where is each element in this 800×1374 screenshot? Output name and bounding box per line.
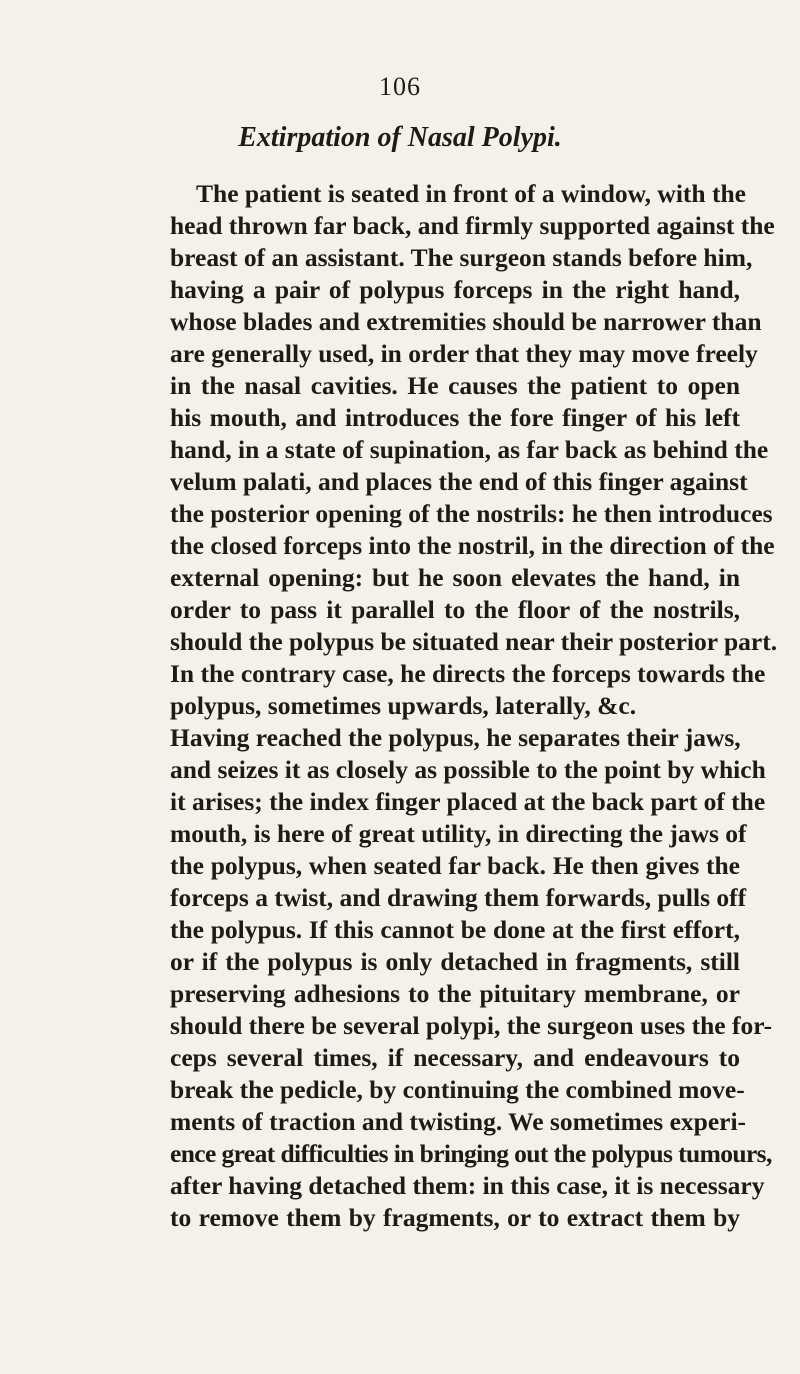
text-line: ence great difficulties in bringing out the polypus tumours, — [170, 1139, 772, 1168]
text-line: ments of traction and twisting. We sometimes experi- — [170, 1107, 747, 1136]
text-line: forceps a twist, and drawing them forwards, pulls off — [170, 883, 747, 912]
text-line: hand, in a state of supination, as far back as behind the — [170, 435, 769, 464]
text-line: break the pedicle, by continuing the combined move- — [170, 1075, 745, 1104]
text-line: In the contrary case, he directs the forceps towards the — [170, 659, 766, 688]
text-line: after having detached them: in this case, it is necessary — [170, 1171, 765, 1200]
text-line: and seizes it as closely as possible to the point by which — [170, 755, 766, 784]
text-line: external opening: but he soon elevates the hand, in — [170, 563, 740, 592]
text-line: Having reached the polypus, he separates their jaws, — [170, 723, 741, 752]
text-line: The patient is seated in front of a window, with the — [196, 179, 746, 208]
text-line: ceps several times, if necessary, and endeavours to — [170, 1043, 740, 1072]
text-line: polypus, sometimes upwards, laterally, &c. — [170, 691, 637, 720]
text-line: whose blades and extremities should be narrower than — [170, 307, 762, 336]
text-line: mouth, is here of great utility, in directing the jaws of — [170, 819, 747, 848]
text-line: the polypus, when seated far back. He then gives the — [170, 851, 740, 880]
body-text — [170, 178, 778, 1234]
text-line: his mouth, and introduces the fore finger of his left — [170, 403, 740, 432]
text-line: breast of an assistant. The surgeon stands before him, — [170, 243, 753, 272]
text-line: the posterior opening of the nostrils: he then introduces — [170, 499, 773, 528]
text-line: it arises; the index finger placed at the back part of the — [170, 787, 766, 816]
text-line: are generally used, in order that they may move freely — [170, 339, 758, 368]
page-number: 106 — [379, 72, 421, 101]
text-line: the closed forceps into the nostril, in the direction of the — [170, 531, 775, 560]
text-line: to remove them by fragments, or to extract them by — [170, 1203, 740, 1232]
text-line: velum palati, and places the end of this finger against — [170, 467, 748, 496]
running-head: Extirpation of Nasal Polypi. — [238, 122, 562, 153]
text-line: the polypus. If this cannot be done at the first effort, — [170, 915, 740, 944]
text-line: or if the polypus is only detached in fragments, still — [170, 947, 740, 976]
text-line: head thrown far back, and firmly supported against the — [170, 211, 775, 240]
text-line: order to pass it parallel to the floor of the nostrils, — [170, 595, 740, 624]
text-line: should there be several polypi, the surgeon uses the for- — [170, 1011, 773, 1040]
text-line: in the nasal cavities. He causes the patient to open — [170, 371, 740, 400]
text-line: should the polypus be situated near their posterior part. — [170, 627, 778, 656]
text-line: having a pair of polypus forceps in the right hand, — [170, 275, 740, 304]
text-line: preserving adhesions to the pituitary membrane, or — [170, 979, 740, 1008]
